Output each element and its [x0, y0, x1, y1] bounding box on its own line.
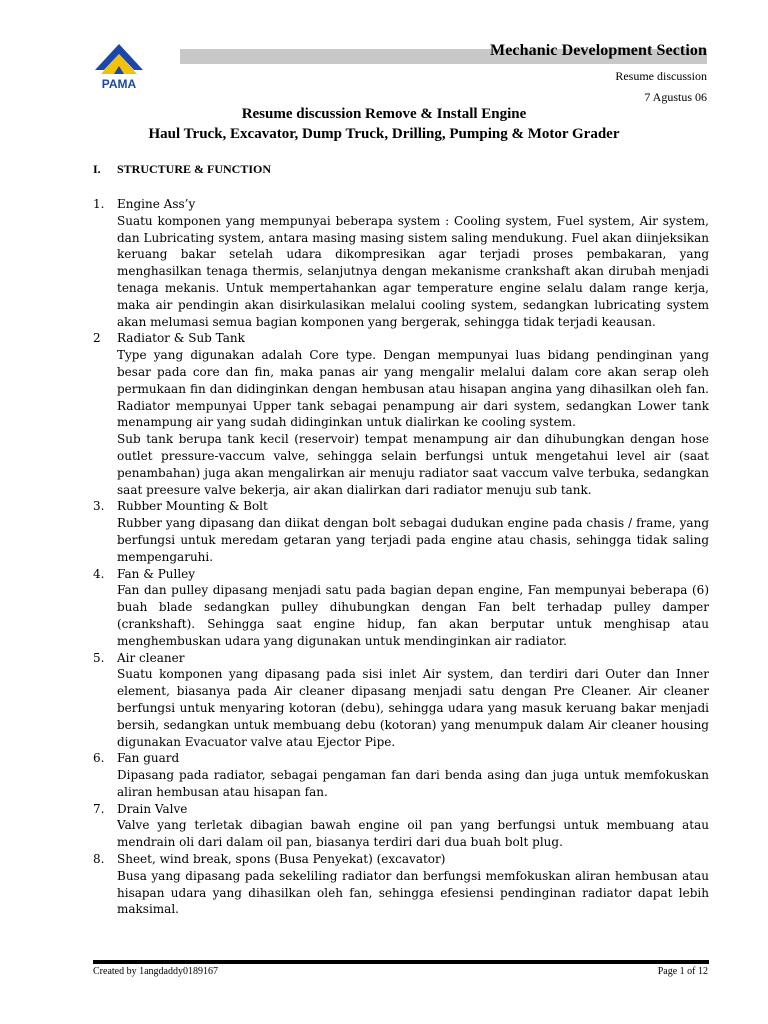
item-list — [93, 196, 709, 918]
item-number: 2 — [93, 331, 101, 346]
item-paragraph: Rubber yang dipasang dan diikat dengan bolt sebagai dudukan engine pada chasis / frame, yang berfungsi untuk meredam getaran yang terjadi pada engine atau chasis, sehingga tidak saling mempengaruhi. — [117, 516, 709, 564]
list-item — [93, 801, 709, 851]
item-title: Rubber Mounting & Bolt — [117, 499, 268, 514]
item-title: Sheet, wind break, spons (Busa Penyekat) (excavator) — [117, 852, 446, 867]
item-title-row — [93, 750, 709, 767]
item-paragraph: Valve yang terletak dibagian bawah engine oil pan yang berfungsi untuk membuang atau mendrain oli dari dalam oil pan, biasanya terdiri dari dua buah bolt plug. — [117, 818, 709, 850]
footer-rule — [93, 960, 709, 964]
item-paragraph: Suatu komponen yang dipasang pada sisi inlet Air system, dan terdiri dari Outer dan Inner element, biasanya pada Air cleaner dipasang menjadi satu dengan Pre Cleaner. Air cleaner berfungsi untuk menyaring kotoran (debu), sehingga udara yang masuk keruang bakar menjadi bersih, sedangkan untuk membuang debu (kotoran) yang menumpuk dalam Air cleaner housing digunakan Evacuator valve atau Ejector Pipe. — [117, 667, 709, 749]
list-item — [93, 650, 709, 751]
list-item — [93, 196, 709, 330]
item-title: Fan guard — [117, 751, 180, 766]
section-heading — [93, 162, 271, 177]
item-number: 3. — [93, 499, 105, 514]
item-title: Fan & Pulley — [117, 566, 196, 581]
item-number: 7. — [93, 801, 105, 816]
header-date: 7 Agustus 06 — [644, 90, 707, 104]
document-title — [0, 104, 768, 144]
footer-page-number: Page 1 of 12 — [657, 966, 708, 977]
list-item — [93, 498, 709, 565]
pama-logo — [92, 40, 146, 92]
item-paragraph: Fan dan pulley dipasang menjadi satu pada bagian depan engine, Fan mempunyai beberapa (6) buah blade sedangkan pulley dihubungkan dengan Fan belt terhadap pulley damper (crankshaft). Sehingga saat engine hidup, fan akan berputar untuk menghisap atau menghembuskan udara yang digunakan untuk mendinginkan air radiator. — [117, 583, 709, 648]
header-meta — [615, 66, 707, 108]
list-item — [93, 851, 709, 918]
pama-logo-text: PAMA — [101, 77, 137, 91]
header-section-title: Mechanic Development Section — [490, 42, 707, 59]
item-title: Engine Ass’y — [117, 197, 196, 211]
document-title-line-2: Haul Truck, Excavator, Dump Truck, Drilling, Pumping & Motor Grader — [148, 126, 620, 142]
section-label: STRUCTURE & FUNCTION — [117, 162, 272, 176]
header-subtitle: Resume discussion — [615, 69, 707, 83]
footer-author: Created by 1angdaddy0189167 — [93, 966, 218, 977]
item-title: Air cleaner — [117, 650, 185, 665]
item-title-row — [93, 498, 709, 515]
item-title-row — [93, 801, 709, 818]
item-number: 6. — [93, 751, 105, 766]
item-paragraph: Suatu komponen yang mempunyai beberapa system : Cooling system, Fuel system, Air system, dan Lubricating system, antara masing masing sistem saling mendukung. Fuel akan diinjeksikan keruang bakar setelah udara dikompresikan agar terjadi proses pembakaran, yang menghasilkan tenaga thermis, selanjutnya dengan mekanisme crankshaft akan dirubah menjadi tenaga mekanis. Untuk mempertahankan agar temperature engine selalu dalam range kerja, maka air pendingin akan disirkulasikan melalui cooling system, sedangkan lubricating system akan melumasi semua bagian komponen yang bergerak, sehingga tidak terjadi keausan. — [117, 213, 709, 329]
item-number: 8. — [93, 852, 105, 867]
item-title-row — [93, 851, 709, 868]
document-title-line-1: Resume discussion Remove & Install Engine — [241, 106, 527, 122]
item-paragraph: Sub tank berupa tank kecil (reservoir) tempat menampung air dan dihubungkan dengan hose outlet pressure-vaccum valve, sehingga selain berfungsi untuk mengetahui level air (saat penambahan) juga akan mengalirkan air menuju radiator saat vaccum valve terbuka, sedangkan saat preesure valve bekerja, air akan dialirkan dari radiator menuju sub tank. — [117, 432, 709, 497]
item-paragraph: Dipasang pada radiator, sebagai pengaman fan dari benda asing dan juga untuk memfokuskan aliran hembusan atau hisapan fan. — [117, 768, 709, 799]
item-title-row — [93, 196, 709, 213]
item-title-row — [93, 330, 709, 347]
item-number: 4. — [93, 566, 105, 581]
section-number: I. — [93, 162, 101, 176]
item-title-row — [93, 566, 709, 583]
item-number: 5. — [93, 650, 105, 665]
item-paragraph: Type yang digunakan adalah Core type. Dengan mempunyai luas bidang pendinginan yang besar pada core dan fin, maka panas air yang mengalir melalui dalam core akan serap oleh permukaan fin dan didinginkan dengan hembusan atau hisapan angina yang dihasilkan oleh fan. Radiator mempunyai Upper tank sebagai penampung air dari system, sedangkan Lower tank menampung air yang sudah didinginkan untuk dialirkan ke cooling system. — [117, 348, 709, 430]
list-item — [93, 750, 709, 800]
item-paragraph: Busa yang dipasang pada sekeliling radiator dan berfungsi memfokuskan aliran hembusan atau hisapan udara yang dihasilkan oleh fan, sehingga efesiensi pendinginan radiator dapat lebih maksimal. — [117, 868, 709, 917]
item-title: Drain Valve — [117, 801, 188, 816]
list-item — [93, 330, 709, 498]
item-number: 1. — [93, 197, 105, 211]
item-title-row — [93, 650, 709, 667]
list-item — [93, 566, 709, 650]
item-title: Radiator & Sub Tank — [117, 331, 245, 346]
